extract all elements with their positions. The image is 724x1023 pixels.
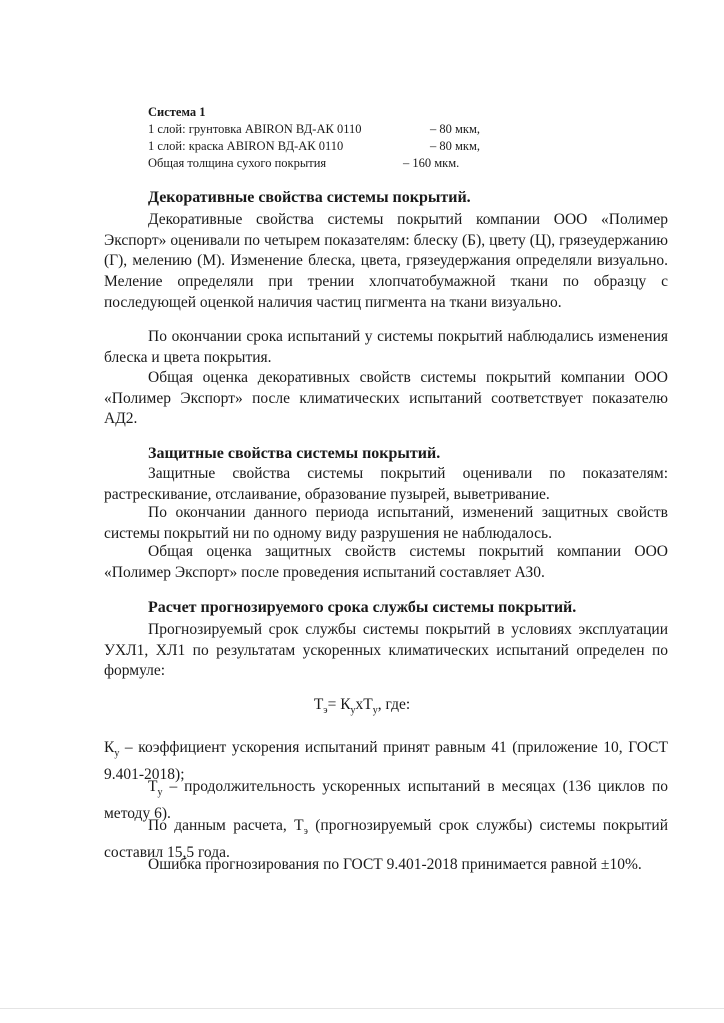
protective-paragraph-2: По окончании данного периода испытаний, изменений защитных свойств системы покрытий ни по одному виду разрушения не наблюдалось.	[104, 504, 668, 542]
decorative-paragraph-3: Общая оценка декоративных свойств системы покрытий компании ООО «Полимер Экспорт» после климатических испытаний соответствует показателю АД2.	[104, 369, 668, 428]
protective-heading: Защитные свойства системы покрытий.	[148, 445, 441, 462]
ty-definition: $Т_у$ – продолжительность ускоренных испытаний в месяцах (136 циклов по методу 6).	[104, 778, 668, 822]
decorative-heading: Декоративные свойства системы покрытий.	[148, 189, 471, 206]
calculation-paragraph: Прогнозируемый срок службы системы покрытий в условиях эксплуатации УХЛ1, ХЛ1 по результатам ускоренных климатических испытаний определен по формуле:	[104, 621, 668, 680]
service-life-formula: $Т_э= К_ухТ_у$, где:	[313, 696, 411, 717]
system-block	[148, 104, 481, 172]
layer-label: 1 слой: краска ABIRON ВД-АК 0110	[148, 139, 344, 153]
layer-row	[148, 121, 481, 138]
layer-row	[148, 155, 460, 172]
calculation-heading: Расчет прогнозируемого срока службы системы покрытий.	[148, 599, 577, 616]
calculation-result: По данным расчета, $Т_э$ (прогнозируемый срок службы) системы покрытий составил 15,5 года.	[104, 817, 668, 861]
layer-label: Общая толщина сухого покрытия	[148, 156, 327, 170]
protective-paragraph-3: Общая оценка защитных свойств системы покрытий компании ООО «Полимер Экспорт» после проведения испытаний составляет АЗ0.	[104, 543, 668, 581]
system-title: Система 1	[148, 105, 206, 119]
layer-label: 1 слой: грунтовка ABIRON ВД-АК 0110	[148, 122, 362, 136]
layer-value: – 80 мкм,	[430, 122, 481, 136]
forecast-error: Ошибка прогнозирования по ГОСТ 9.401-2018 принимается равной ±10%.	[148, 856, 642, 873]
protective-paragraph-1: Защитные свойства системы покрытий оценивали по показателям: растрескивание, отслаивание, образование пузырей, выветривание.	[104, 465, 668, 503]
layer-row	[148, 138, 481, 155]
scan-edge-line	[0, 1008, 724, 1009]
layer-value: – 80 мкм,	[430, 139, 481, 153]
ky-definition: $К_у$ – коэффициент ускорения испытаний принят равным 41 (приложение 10, ГОСТ 9.401-2018);	[104, 739, 668, 783]
decorative-paragraph-2: По окончании срока испытаний у системы покрытий наблюдались изменения блеска и цвета покрытия.	[104, 328, 668, 366]
layer-value: – 160 мкм.	[403, 156, 460, 170]
decorative-paragraph-1: Декоративные свойства системы покрытий компании ООО «Полимер Экспорт» оценивали по четырем показателям: блеску (Б), цвету (Ц), грязеудержанию (Г), мелению (М). Изменение блеска, цвета, грязеудержания определяли визуально. Меление определяли при трении хлопчатобумажной ткани по образцу с последующей оценкой наличия частиц пигмента на ткани визуально.	[104, 211, 668, 311]
